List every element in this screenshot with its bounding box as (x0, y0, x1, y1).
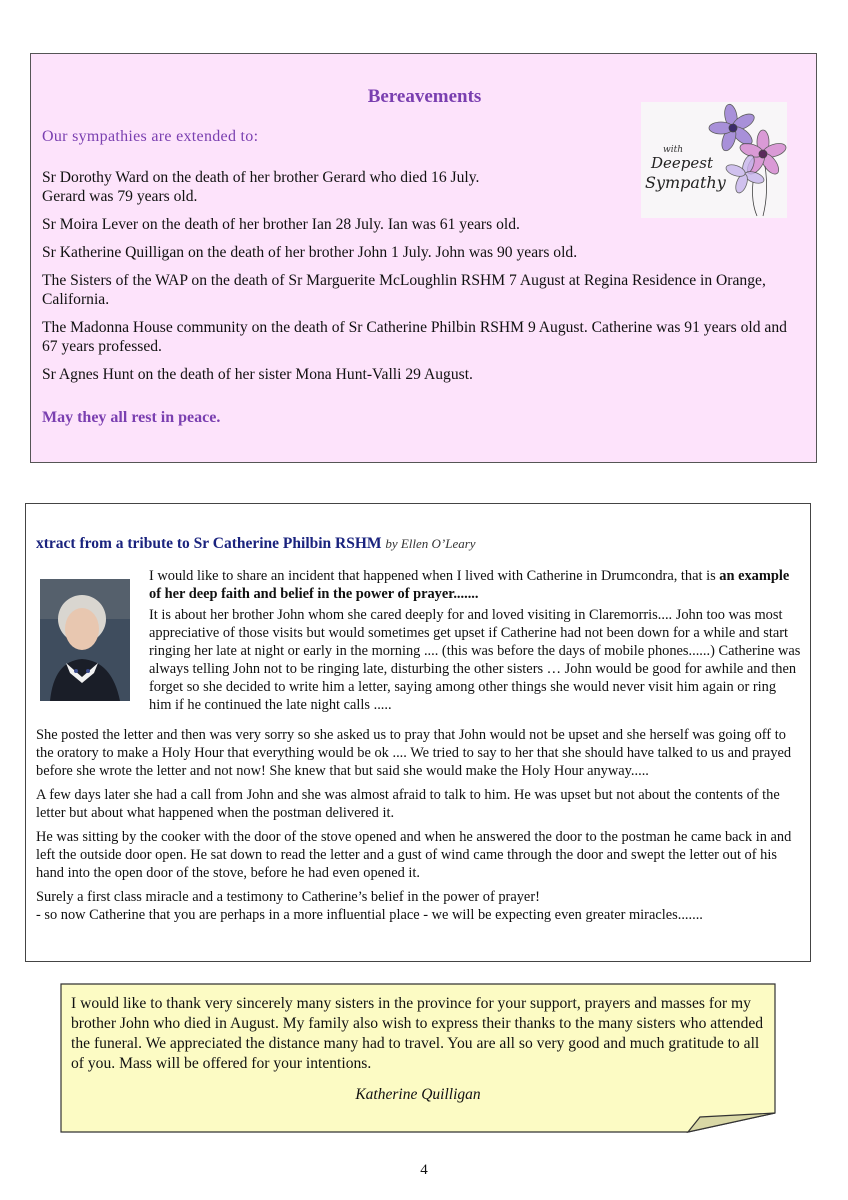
bereavements-box (30, 53, 817, 463)
bereavement-entry-line: Sr Dorothy Ward on the death of her brother Gerard who died 16 July. (42, 169, 480, 186)
portrait-image-icon (40, 579, 130, 701)
tribute-body-text (36, 726, 798, 930)
bereavement-entry: The Madonna House community on the death of Sr Catherine Philbin RSHM 9 August. Catherine was 91 years old and 67 years professed. (42, 319, 787, 355)
tribute-paragraph (36, 888, 798, 924)
tribute-paragraph: A few days later she had a call from John and she was almost afraid to talk to him. He was upset but not about the contents of the letter but about what happened when the postman delivered it. (36, 787, 780, 821)
sr-catherine-photo (40, 579, 130, 701)
tribute-paragraph: He was sitting by the cooker with the door of the stove opened and when he answered the door to the postman he came back in and left the outside door open. He sat down to read the letter and a gust of wind came through the door and swept the letter out of his hand into the open door of the stove, before he had even opened it. (36, 829, 792, 881)
tribute-box (25, 503, 811, 962)
bereavement-entry: The Sisters of the WAP on the death of Sr Marguerite McLoughlin RSHM 7 August at Regina Residence in Orange, California. (42, 272, 766, 308)
tribute-paragraph-line: Surely a first class miracle and a testimony to Catherine’s belief in the power of prayer! (36, 889, 540, 905)
tribute-paragraph (149, 567, 801, 603)
bereavements-title: Bereavements (367, 86, 482, 107)
tribute-paragraph-lead: I would like to share an incident that happened when I lived with Catherine in Drumcondra, that is (149, 568, 720, 584)
bereavement-entry: Sr Agnes Hunt on the death of her sister Mona Hunt-Valli 29 August. (42, 366, 473, 383)
thank-you-signature: Katherine Quilligan (355, 1086, 481, 1103)
tribute-paragraph: She posted the letter and then was very sorry so she asked us to pray that John would not be upset and she herself was going off to the oratory to make a Holy Hour that everything would be ok .... We tried to say to her that she should have talked to us and prayed before she wrote the letter and not now! She knew that but said she would make the Holy Hour anyway..... (36, 727, 792, 779)
tribute-side-text (149, 567, 801, 717)
page-number: 4 (420, 1162, 428, 1178)
tribute-title: xtract from a tribute to Sr Catherine Philbin RSHM (36, 535, 382, 552)
tribute-paragraph-emphasis: an example of her deep faith and belief in the power of prayer....... (149, 568, 790, 602)
tribute-heading (36, 535, 476, 553)
bereavement-entry-line: Gerard was 79 years old. (42, 188, 198, 205)
tribute-paragraph-line: - so now Catherine that you are perhaps in a more influential place - we will be expecting even greater miracles....... (36, 907, 703, 923)
thank-you-note (60, 983, 776, 1133)
bereavement-entry: Sr Moira Lever on the death of her brother Ian 28 July. Ian was 61 years old. (42, 216, 520, 233)
tribute-paragraph: It is about her brother John whom she cared deeply for and loved visiting in Claremorris.... John too was most appreciative of those visits but would sometimes get upset if Catherine had not been down for a while and start ringing her late at night or early in the morning .... (this was before the days of mobile phones......) Catherine was always telling John not to be ringing late, disturbing the other sisters … John would be good for awhile and then forget so she decided to write him a letter, saying among other things she would never visit him again or ring him if he continued the late night calls ..... (149, 607, 801, 713)
svg-text:Deepest: Deepest (651, 154, 713, 172)
bereavement-entry: Sr Katherine Quilligan on the death of her brother John 1 July. John was 90 years old. (42, 244, 578, 261)
sympathy-flowers-icon (641, 102, 787, 218)
tribute-byline: by Ellen O’Leary (385, 536, 476, 551)
bereavements-intro: Our sympathies are extended to: (42, 128, 259, 145)
bereavements-closing: May they all rest in peace. (42, 409, 221, 426)
sympathy-card-image (641, 102, 787, 218)
svg-text:Sympathy: Sympathy (645, 173, 726, 192)
thank-you-text: I would like to thank very sincerely many sisters in the province for your support, prayers and masses for my brother John who died in August. My family also wish to express their thanks to the many sisters who attended the funeral. We appreciated the distance many had to travel. You are all so very good and much gratitude to all of you. Mass will be offered for your intentions. (71, 995, 764, 1072)
svg-text:with: with (663, 145, 683, 155)
